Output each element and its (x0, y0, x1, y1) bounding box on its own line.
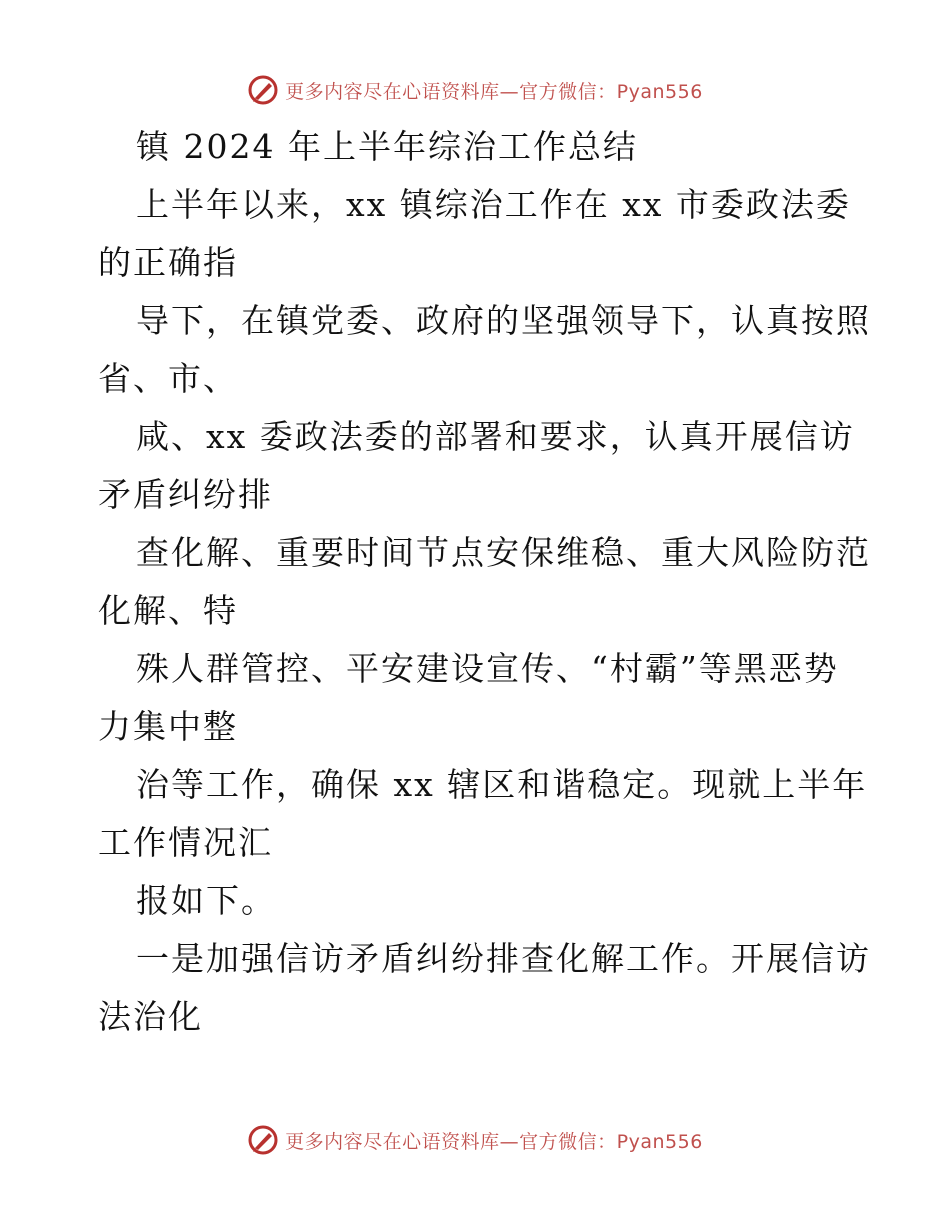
quill-pen-icon (247, 74, 279, 106)
paragraph-line: 矛盾纠纷排 (98, 475, 273, 514)
paragraph-line: 一是加强信访矛盾纠纷排查化解工作。开展信访 (136, 939, 871, 978)
paragraph-line: 法治化 (98, 997, 203, 1036)
paragraph-line: 上半年以来，xx 镇综治工作在 xx 市委政法委 (136, 185, 851, 224)
document-title: 镇 2024 年上半年综治工作总结 (136, 127, 638, 166)
footer-banner (0, 1120, 950, 1160)
paragraph-line: 导下，在镇党委、政府的坚强领导下，认真按照 (136, 301, 871, 340)
paragraph-line: 化解、特 (98, 591, 238, 630)
paragraph-line: 治等工作，确保 xx 辖区和谐稳定。现就上半年 (136, 765, 868, 804)
paragraph-line: 报如下。 (136, 881, 276, 920)
paragraph-line: 咸、xx 委政法委的部署和要求，认真开展信访 (136, 417, 855, 456)
footer-text: 更多内容尽在心语资料库—官方微信：Pyan556 (285, 1130, 703, 1153)
paragraph-line: 力集中整 (98, 707, 238, 746)
paragraph-line: 殊人群管控、平安建设宣传、“村霸”等黑恶势 (136, 649, 839, 688)
header-text: 更多内容尽在心语资料库—官方微信：Pyan556 (285, 80, 703, 103)
header-banner (0, 70, 950, 110)
document-body (98, 118, 871, 1046)
paragraph-line: 的正确指 (98, 243, 238, 282)
paragraph-line: 工作情况汇 (98, 823, 273, 862)
quill-pen-icon (247, 1124, 279, 1156)
paragraph-line: 省、市、 (98, 359, 238, 398)
paragraph-line: 查化解、重要时间节点安保维稳、重大风险防范 (136, 533, 871, 572)
